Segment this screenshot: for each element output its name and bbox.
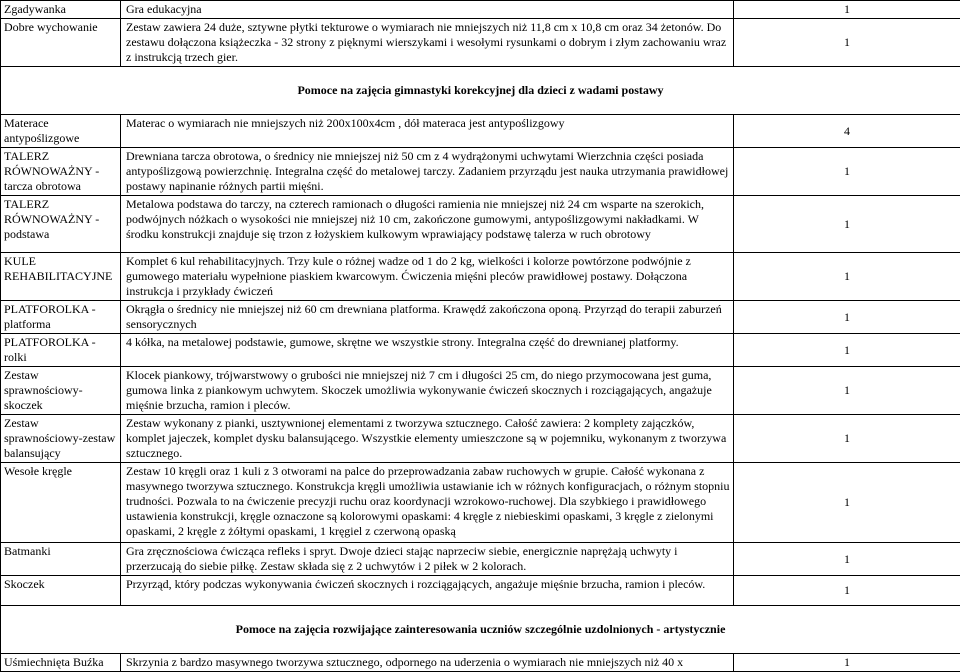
item-quantity-cell: 1 [734, 463, 960, 543]
item-quantity-cell: 1 [734, 19, 960, 67]
item-name-cell: PLATFOROLKA - rolki [1, 334, 121, 367]
section-1-table [0, 66, 960, 672]
item-description-cell: Przyrząd, który podczas wykonywania ćwiczeń skocznych i rozciągających, angażuje mięśnie brzucha, ramion i pleców. [121, 576, 734, 606]
item-name-cell: KULE REHABILITACYJNE [1, 253, 121, 301]
item-description-cell: Zestaw wykonany z pianki, usztywnionej elementami z tworzywa sztucznego. Całość zawiera: 2 komplety zajączków, komplet jajeczek, komplet dysku balansującego. Wszystkie elementy umieszczone są w pojemniku, wykonanym z tworzywa sztucznego. [121, 415, 734, 463]
item-name-cell: Skoczek [1, 576, 121, 606]
item-description-cell: Zestaw zawiera 24 duże, sztywne płytki tekturowe o wymiarach nie mniejszych niż 11,8 cm x 10,8 cm oraz 34 żetonów. Do zestawu dołączona książeczka - 32 strony z pięknymi wierszykami i wesołymi rysunkami o dobrym i złym zachowaniu wraz z instrukcją trzech gier. [121, 19, 734, 67]
table-row [1, 654, 960, 672]
section-title-gimnastyka: Pomoce na zajęcia gimnastyki korekcyjnej dla dzieci z wadami postawy [1, 67, 960, 115]
item-quantity-cell: 1 [734, 367, 960, 415]
item-description-cell: Materac o wymiarach nie mniejszych niż 200x100x4cm , dół materaca jest antypoślizgowy [121, 115, 734, 148]
item-description-cell: Drewniana tarcza obrotowa, o średnicy nie mniejszej niż 50 cm z 4 wydrążonymi uchwytami Wierzchnia części posiada antypoślizgową powierzchnię. Integralna część do metalowej tarczy. Zadaniem przyrządu jest nauka utrzymania prawidłowej postawy napinanie różnych partii mięśni. [121, 148, 734, 196]
table-row [1, 115, 960, 148]
section-title-artystyczne: Pomoce na zajęcia rozwijające zainteresowania uczniów szczególnie uzdolnionych - artystycznie [1, 606, 960, 654]
item-quantity-cell: 1 [734, 301, 960, 334]
item-quantity-cell: 4 [734, 115, 960, 148]
item-quantity-cell: 1 [734, 334, 960, 367]
item-description-cell: Skrzynia z bardzo masywnego tworzywa sztucznego, odpornego na uderzenia o wymiarach nie mniejszych niż 40 x [121, 654, 734, 672]
item-name-cell: Batmanki [1, 543, 121, 576]
item-quantity-cell: 1 [734, 196, 960, 253]
table-row [1, 301, 960, 334]
item-description-cell: Gra edukacyjna [121, 1, 734, 19]
table-row [1, 463, 960, 543]
table-row [1, 415, 960, 463]
item-quantity-cell: 1 [734, 654, 960, 672]
table-row [1, 148, 960, 196]
item-description-cell: Zestaw 10 kręgli oraz 1 kuli z 3 otworami na palce do przeprowadzania zabaw ruchowych w grupie. Całość wykonana z masywnego tworzywa sztucznego. Konstrukcja kręgli umożliwia ustawianie ich w różnych konfiguracjach, o różnym stopniu trudności. Pozwala to na ćwiczenie precyzji ruchu oraz koordynacji wzrokowo-ruchowej. Dla szybkiego i prawidłowego ustawienia konstrukcji, kręgle oznaczone są kolorowymi opaskami: 4 kręgle z niebieskimi opaskami, 3 kręgle z zielonymi opaskami, 2 kręgle z żółtymi opaskami, 1 kręgiel z czerwoną opaską [121, 463, 734, 543]
item-name-cell: Dobre wychowanie [1, 19, 121, 67]
item-name-cell: Wesołe kręgle [1, 463, 121, 543]
item-description-cell: Okrągła o średnicy nie mniejszej niż 60 cm drewniana platforma. Krawędź zakończona oponą. Przyrząd do terapii zaburzeń sensorycznych [121, 301, 734, 334]
item-name-cell: Zestaw sprawnościowy-skoczek [1, 367, 121, 415]
table-row [1, 367, 960, 415]
table-row [1, 1, 960, 19]
item-quantity-cell: 1 [734, 415, 960, 463]
item-description-cell: 4 kółka, na metalowej podstawie, gumowe, skrętne we wszystkie strony. Integralna część do drewnianej platformy. [121, 334, 734, 367]
item-name-cell: TALERZ RÓWNOWAŻNY - podstawa [1, 196, 121, 253]
item-quantity-cell: 1 [734, 148, 960, 196]
item-description-cell: Metalowa podstawa do tarczy, na czterech ramionach o długości ramienia nie mniejszej niż 24 cm wsparte na szerokich, podwójnych nóżkach o wysokości nie mniejszej niż 10 cm, zakończone gumowymi, antypoślizgowymi nakładkami. W środku konstrukcji znajduje się trzon z łożyskiem kulkowym wprawiający podstawę talerza w ruch obrotowy [121, 196, 734, 253]
table-row [1, 543, 960, 576]
item-description-cell: Gra zręcznościowa ćwicząca refleks i spryt. Dwoje dzieci stając naprzeciw siebie, energicznie naprężają uchwyty i przerzucają do siebie piłkę. Zestaw składa się z 2 uchwytów i 2 piłek w 2 kolorach. [121, 543, 734, 576]
item-name-cell: Materace antypoślizgowe [1, 115, 121, 148]
table-row [1, 576, 960, 606]
item-name-cell: Zgadywanka [1, 1, 121, 19]
item-quantity-cell: 1 [734, 576, 960, 606]
item-name-cell: TALERZ RÓWNOWAŻNY - tarcza obrotowa [1, 148, 121, 196]
item-name-cell: PLATFOROLKA - platforma [1, 301, 121, 334]
table-row [1, 334, 960, 367]
product-table [0, 0, 960, 67]
item-name-cell: Uśmiechnięta Buźka [1, 654, 121, 672]
table-row [1, 253, 960, 301]
item-name-cell: Zestaw sprawnościowy-zestaw balansujący [1, 415, 121, 463]
table-row [1, 196, 960, 253]
table-row [1, 19, 960, 67]
item-description-cell: Klocek piankowy, trójwarstwowy o grubości nie mniejszej niż 7 cm i długości 25 cm, do niego przymocowana jest guma, gumowa linka z piankowym uchwytem. Skoczek umożliwia wykonywanie ćwiczeń skocznych i rozciągających, angażuje mięśnie brzucha, ramion i pleców. [121, 367, 734, 415]
item-quantity-cell: 1 [734, 543, 960, 576]
item-quantity-cell: 1 [734, 1, 960, 19]
item-quantity-cell: 1 [734, 253, 960, 301]
item-description-cell: Komplet 6 kul rehabilitacyjnych. Trzy kule o różnej wadze od 1 do 2 kg, wielkości i kolorze powtórzone podwójnie z gumowego materiału wypełnione piaskiem kwarcowym. Ćwiczenia mięśni pleców prawidłowej postawy. Dołączona instrukcja i przykłady ćwiczeń [121, 253, 734, 301]
